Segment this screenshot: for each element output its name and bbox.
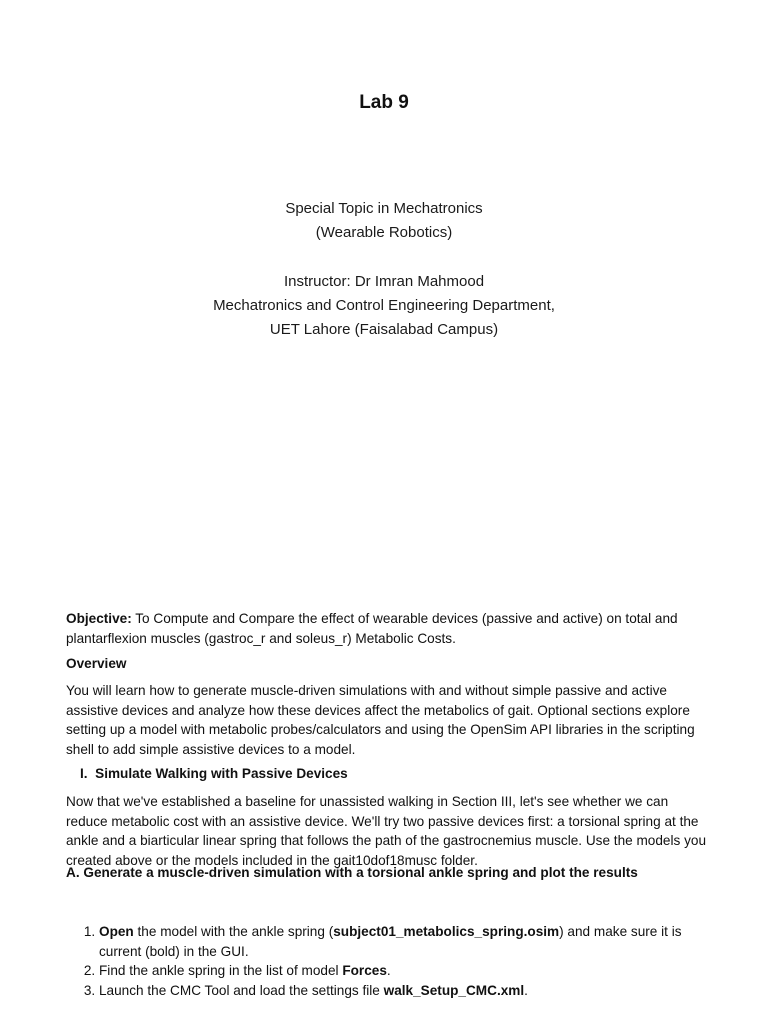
list-item: 1. Open the model with the ankle spring (subject01_metabolics_spring.osim) and make sure it is current (bold) in the GUI. [99,922,706,961]
list-item: 2. Find the ankle spring in the list of model Forces. [99,961,706,981]
campus-line: UET Lahore (Faisalabad Campus) [269,321,499,338]
objective-text: To Compute and Compare the effect of wearable devices (passive and active) on total and plantarflexion muscles (gastroc_r and soleus_r) Metabolic Costs. [66,611,678,646]
overview-heading: Overview [66,656,127,671]
section1-text: Now that we've established a baseline for unassisted walking in Section III, let's see whether we can reduce metabolic cost with an assistive device. We'll try two passive devices first: a torsional spring at the ankle and a biarticular linear spring that follows the path of the gastrocnemius muscle. Use the models you created above or the models included in the gait10dof18musc folder. [66,794,707,868]
list-item: 3. Launch the CMC Tool and load the settings file walk_Setup_CMC.xml. [99,981,706,1001]
course-subtitle: (Wearable Robotics) [315,224,453,241]
instructor-line: Instructor: Dr Imran Mahmood [283,273,485,290]
department-line: Mechatronics and Control Engineering Department, [213,297,555,314]
overview-text: You will learn how to generate muscle-driven simulations with and without simple passive and active assistive devices and analyze how these devices affect the metabolics of gait. Optional sections explore setting up a model with metabolic probes/calculators and using the OpenSim API libraries in the scripting shell to add simple assistive devices to a model. [66,683,695,757]
section1-paragraph [66,792,706,870]
objective-paragraph [66,609,706,648]
overview-paragraph [66,681,706,759]
section1-title: Simulate Walking with Passive Devices [95,766,348,781]
lab-title: Lab 9 [359,92,409,113]
objective-label: Objective: [66,611,132,626]
steps-list [66,922,706,1000]
course-name: Special Topic in Mechatronics [285,200,483,217]
steps-container [66,922,706,1000]
sectionA-heading: A. Generate a muscle-driven simulation with a torsional ankle spring and plot the results [66,865,638,880]
section1-heading [80,766,348,781]
section1-number: I. [80,766,88,781]
